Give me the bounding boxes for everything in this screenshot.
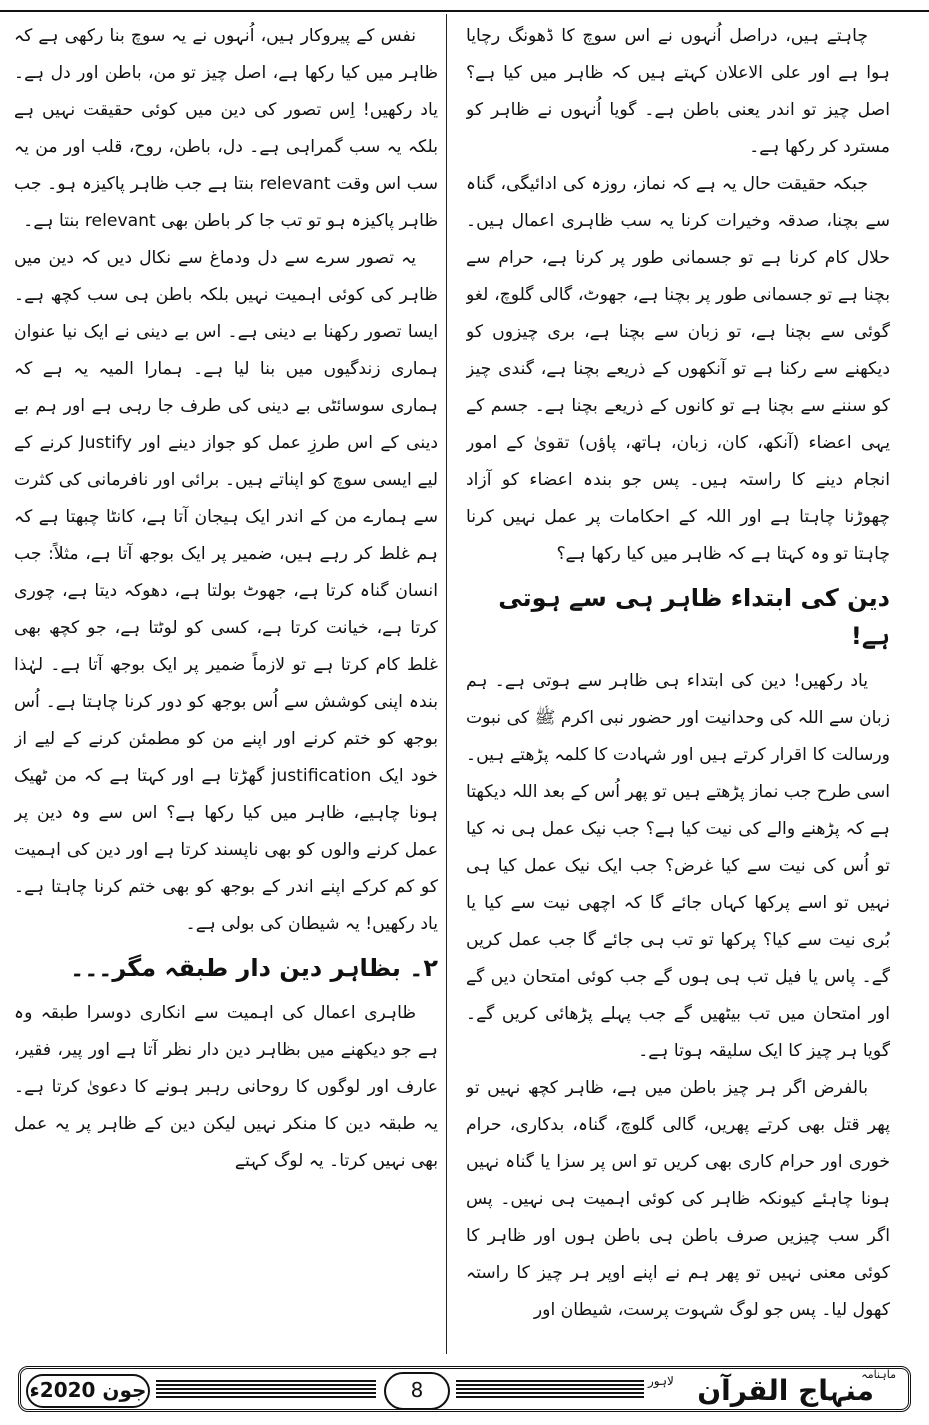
- paragraph: ظاہری اعمال کی اہمیت سے انکاری دوسرا طبقہ وہ ہے جو دیکھنے میں بظاہر دین دار نظر آتا ہے اور پیر، فقیر، عارف اور لوگوں کا روحانی رہبر ہونے کا دعویٰ کرتا ہے۔ یہ طبقہ دین کا منکر نہیں لیکن دین کے ظاہر پر یہ عمل بھی نہیں کرتا۔ یہ لوگ کہتے: [14, 1003, 438, 1171]
- issue-date: جون 2020ء: [26, 1374, 150, 1408]
- paragraph: بالفرض اگر ہر چیز باطن میں ہے، ظاہر کچھ نہیں تو پھر قتل بھی کرتے پھریں، گالی گلوچ، گناہ، بدکاری، حرام خوری اور حرام کاری بھی کریں تو اس پر سزا یا گناہ نہیں ہونا چاہئے کیونکہ ظاہر کی کوئی اہمیت ہی نہیں۔ پس اگر سب چیزیں صرف باطن ہی باطن ہوں اور ظاہر کا کوئی معنی نہیں تو پھر ہم نے اپنے اوپر ہر چیز کا راستہ کھول لیا۔ پس جو لوگ شہوت پرست، شیطان اور: [466, 1078, 890, 1320]
- footer-ornament: [156, 1380, 376, 1398]
- masthead-title: منہاج القرآن: [697, 1374, 874, 1407]
- article-column-left: [14, 18, 438, 1353]
- section-heading: دین کی ابتداء ظاہر ہی سے ہوتی ہے!: [498, 584, 890, 650]
- paragraph: نفس کے پیروکار ہیں، اُنہوں نے یہ سوچ بنا رکھی ہے کہ ظاہر میں کیا رکھا ہے، اصل چیز تو من، باطن اور دل ہے۔ یاد رکھیں! اِس تصور کی دین میں کوئی حقیقت نہیں ہے بلکہ یہ سب گمراہی ہے۔ دل، باطن، روح، قلب اور من یہ سب اس وقت relevant بنتا ہے جب ظاہر پاکیزہ ہو۔ جب ظاہر پاکیزہ ہو تو تب جا کر باطن بھی relevant بنتا ہے۔: [14, 26, 438, 231]
- magazine-masthead: [648, 1368, 904, 1408]
- paragraph: یاد رکھیں! دین کی ابتداء ہی ظاہر سے ہوتی ہے۔ ہم زبان سے اللہ کی وحدانیت اور حضور نبی اکرم ﷺ کی نبوت ورسالت کا اقرار کرتے ہیں اور شہادت کا کلمہ پڑھتے ہیں۔ اسی طرح جب نماز پڑھتے ہیں تو پھر اُس کے بعد اللہ دیکھتا ہے کہ پڑھنے والے کی نیت کیا ہے؟ جب نیک عمل ہی نہ کیا تو اُس کی نیت سے کیا غرض؟ جب ایک نیک عمل کیا ہی نہیں تو اسے پرکھا کہاں جائے گا کہ اچھی نیت سے کیا یا بُری نیت سے کیا؟ پرکھا تو تب ہی جائے گا جب عمل کریں گے۔ پاس یا فیل تب ہی ہوں گے جب کوئی امتحان دیں گے اور امتحان میں تب بیٹھیں گے جب پہلے پڑھائی کریں گے۔ گویا ہر چیز کا ایک سلیقہ ہوتا ہے۔: [466, 671, 890, 1061]
- column-divider: [446, 14, 447, 1354]
- paragraph: چاہتے ہیں، دراصل اُنہوں نے اس سوچ کا ڈھونگ رچایا ہوا ہے اور علی الاعلان کہتے ہیں کہ ظاہر میں کیا ہے؟ اصل چیز تو اندر یعنی باطن ہے۔ گویا اُنہوں نے ظاہر کو مسترد کر رکھا ہے۔: [466, 26, 890, 157]
- masthead-city: لاہور: [648, 1374, 674, 1388]
- page-number: 8: [384, 1372, 450, 1410]
- footer-ornament: [456, 1380, 644, 1398]
- page-footer: [0, 1362, 929, 1422]
- paragraph: جبکہ حقیقت حال یہ ہے کہ نماز، روزہ کی ادائیگی، گناہ سے بچنا، صدقہ وخیرات کرنا یہ سب ظاہری اعمال ہیں۔ حلال کام کرنا ہے تو جسمانی طور پر کرنا ہے، حرام سے بچنا ہے تو جسمانی طور پر بچنا ہے، جھوٹ، گالی گلوچ، لغو گوئی سے بچنا ہے، تو زبان سے بچنا ہے، بری چیزوں کو دیکھنے سے رکنا ہے تو آنکھوں کے ذریعے بچنا ہے، گندی چیز کو سننے سے بچنا ہے تو کانوں کے ذریعے بچنا ہے۔ جسم کے یہی اعضاء (آنکھ، کان، زبان، ہاتھ، پاؤں) تقویٰ کے امور انجام دینے کا راستہ ہیں۔ پس جو بندہ اعضاء کو آزاد چھوڑنا چاہتا ہے اور اللہ کے احکامات پر عمل نہیں کرنا چاہتا تو وہ کہتا ہے کہ ظاہر میں کیا رکھا ہے؟: [466, 174, 890, 564]
- paragraph: یہ تصور سرے سے دل ودماغ سے نکال دیں کہ دین میں ظاہر کی کوئی اہمیت نہیں بلکہ باطن ہی سب کچھ ہے۔ ایسا تصور رکھنا بے دینی ہے۔ اس بے دینی نے ایک نیا عنوان ہماری زندگیوں میں بنا لیا ہے۔ ہمارا المیہ یہ ہے کہ ہماری سوسائٹی بے دینی کی طرف جا رہی ہے اور ہم بے دینی کے اس طرزِ عمل کو جواز دینے اور Justify کرنے کے لیے ایسی سوچ کو اپناتے ہیں۔ برائی اور نافرمانی کی کثرت سے ہمارے من کے اندر ایک ہیجان آتا ہے، کانٹا چبھتا ہے کہ ہم غلط کر رہے ہیں، ضمیر پر ایک بوجھ آتا ہے، مثلاً: جب انسان گناہ کرتا ہے، جھوٹ بولتا ہے، دھوکہ دیتا ہے، چوری کرتا ہے، خیانت کرتا ہے، کسی کو لوٹتا ہے، جو کچھ بھی غلط کام کرتا ہے تو لازماً ضمیر پر ایک بوجھ آتا ہے۔ لہٰذا بندہ اپنی کوشش سے اُس بوجھ کو دور کرنا چاہتا ہے۔ اُس بوجھ کو ختم کرنے اور اپنے من کو مطمئن کرنے کے لیے از خود ایک justification گھڑتا ہے اور کہتا ہے کہ من ٹھیک ہونا چاہیے، ظاہر میں کیا رکھا ہے؟ اس سے وہ دین پر عمل کرنے والوں کو بھی ناپسند کرتا ہے اور دین کی اہمیت کو کم کرکے اپنے اندر کے بوجھ کو بھی ختم کرنا چاہتا ہے۔ یاد رکھیں! یہ شیطان کی بولی ہے۔: [14, 248, 438, 934]
- top-rule: [0, 10, 929, 12]
- masthead-monthly: ماہنامہ: [861, 1368, 896, 1381]
- section-heading: ۲۔ بظاہر دین دار طبقہ مگر۔۔۔: [70, 954, 438, 982]
- article-column-right: [466, 18, 890, 1353]
